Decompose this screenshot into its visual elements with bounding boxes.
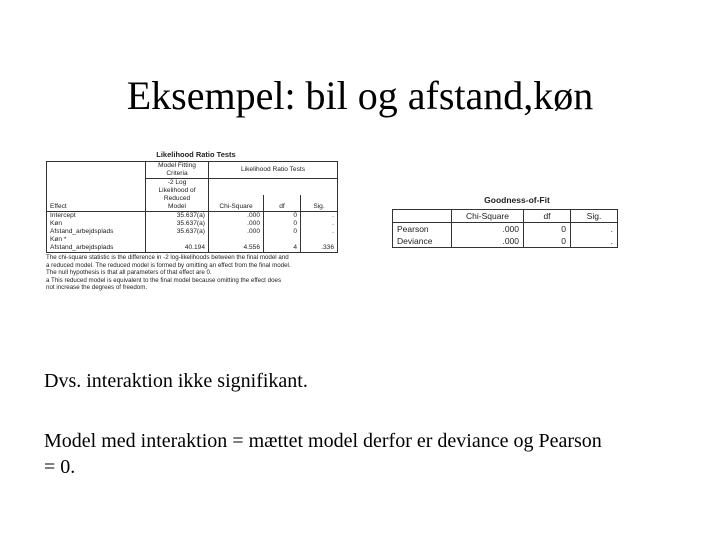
- slide-title: Eksempel: bil og afstand,køn: [126, 73, 594, 118]
- lrt-head-lrt: Likelihood Ratio Tests: [209, 162, 338, 179]
- likelihood-ratio-tests-table: [46, 150, 338, 292]
- table-row: Afstand_arbejdsplads 35.637(a) .000 0 .: [47, 228, 338, 236]
- gof-col-df: df: [524, 210, 571, 223]
- lrt-col-df: df: [264, 195, 301, 212]
- gof-grid: [392, 209, 618, 248]
- lrt-head-2ll: -2 Log Likelihood of Reduced Model: [146, 179, 209, 212]
- gof-caption: Goodness-of-Fit: [484, 195, 550, 205]
- goodness-of-fit-table: [392, 195, 618, 248]
- gof-col-chi: Chi-Square: [452, 210, 524, 223]
- lrt-footnotes: The chi-square statistic is the difference in -2 log-likelihoods between the final model and a reduced model. The reduced model is formed by omitting an effect from the final model. The null hypothesis is that all parameters of that effect are 0. a This reduced model is equivalent to the final model because omitting the effect does not increase the degrees of freedom.: [46, 254, 291, 292]
- body-text-2: Model med interaktion = mættet model derfor er deviance og Pearson = 0.: [44, 430, 602, 478]
- table-row: Køn 35.637(a) .000 0 .: [47, 220, 338, 228]
- gof-col-sig: Sig.: [571, 210, 618, 223]
- table-row: Pearson .000 0 .: [393, 223, 618, 236]
- table-row: Intercept 35.637(a) .000 0 .: [47, 212, 338, 221]
- lrt-head-mfc: Model Fitting Criteria: [146, 162, 209, 179]
- lrt-grid: [46, 161, 338, 253]
- lrt-col-sig: Sig.: [301, 195, 338, 212]
- table-row: Deviance .000 0 .: [393, 235, 618, 248]
- lrt-caption: Likelihood Ratio Tests: [156, 150, 236, 159]
- table-row: Afstand_arbejdsplads 40.194 4.556 4 .336: [47, 244, 338, 253]
- lrt-col-effect: Effect: [50, 203, 67, 210]
- lrt-col-chi: Chi-Square: [209, 195, 264, 212]
- body-text-1: Dvs. interaktion ikke signifikant.: [44, 370, 308, 392]
- table-row: Køn *: [47, 236, 338, 244]
